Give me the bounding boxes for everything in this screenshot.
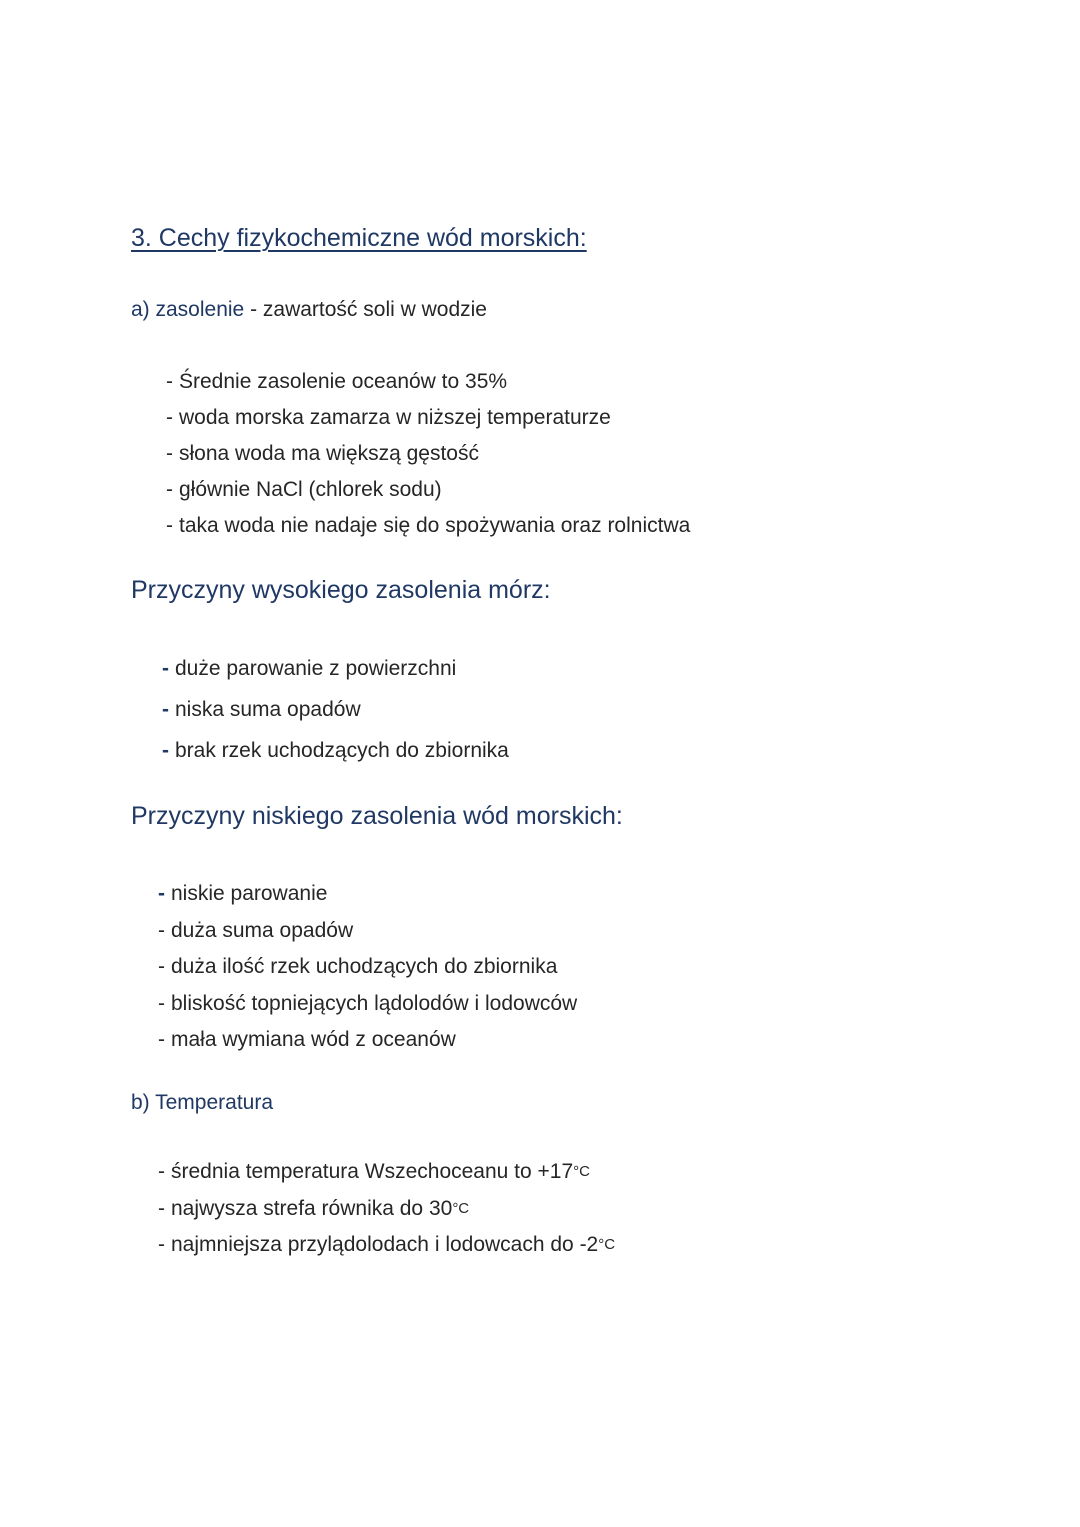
high-salinity-heading: Przyczyny wysokiego zasolenia mórz: <box>131 576 551 604</box>
list-item: - duża ilość rzek uchodzących do zbiornika <box>158 955 558 978</box>
list-item: - Średnie zasolenie oceanów to 35% <box>166 370 508 393</box>
section-a-label: a) zasolenie <box>131 298 245 321</box>
list-item: - duża suma opadów <box>158 918 354 942</box>
list-item: - słona woda ma większą gęstość <box>166 442 479 465</box>
list-item: - bliskość topniejących lądolodów i lodowców <box>158 991 578 1015</box>
section-a-description: zawartość soli w wodzie <box>262 298 487 321</box>
list-item: - taka woda nie nadaje się do spożywania oraz rolnictwa <box>166 514 691 537</box>
low-salinity-list <box>158 876 577 1059</box>
section-b-label: b) Temperatura <box>131 1091 274 1114</box>
list-item: - woda morska zamarza w niższej temperaturze <box>166 406 611 429</box>
list-item: - mała wymiana wód z oceanów <box>158 1028 456 1051</box>
list-item: - niska suma opadów <box>162 698 361 721</box>
list-item: - najwysza strefa równika do 30 °C <box>158 1191 615 1228</box>
list-item: - średnia temperatura Wszechoceanu to +17 °C <box>158 1154 615 1191</box>
list-item: - najmniejsza przylądolodach i lodowcach do -2 °C <box>158 1227 615 1264</box>
unit-celsius: °C <box>598 1236 616 1253</box>
section-b-header <box>131 1091 273 1115</box>
list-item: - niskie parowanie <box>158 882 328 905</box>
temperature-list <box>158 1154 615 1264</box>
salinity-facts-list <box>166 364 690 544</box>
list-item: - duże parowanie z powierzchni <box>162 657 457 680</box>
list-item: - brak rzek uchodzących do zbiornika <box>162 739 509 762</box>
low-salinity-heading: Przyczyny niskiego zasolenia wód morskich: <box>131 802 623 830</box>
unit-celsius: °C <box>573 1163 590 1180</box>
list-item: - głównie NaCl (chlorek sodu) <box>166 478 442 501</box>
high-salinity-list <box>162 648 509 771</box>
section-a-header <box>131 298 487 322</box>
page-title: 3. Cechy fizykochemiczne wód morskich: <box>131 224 587 252</box>
unit-celsius: °C <box>452 1199 470 1217</box>
section-a-separator: - <box>244 298 263 321</box>
